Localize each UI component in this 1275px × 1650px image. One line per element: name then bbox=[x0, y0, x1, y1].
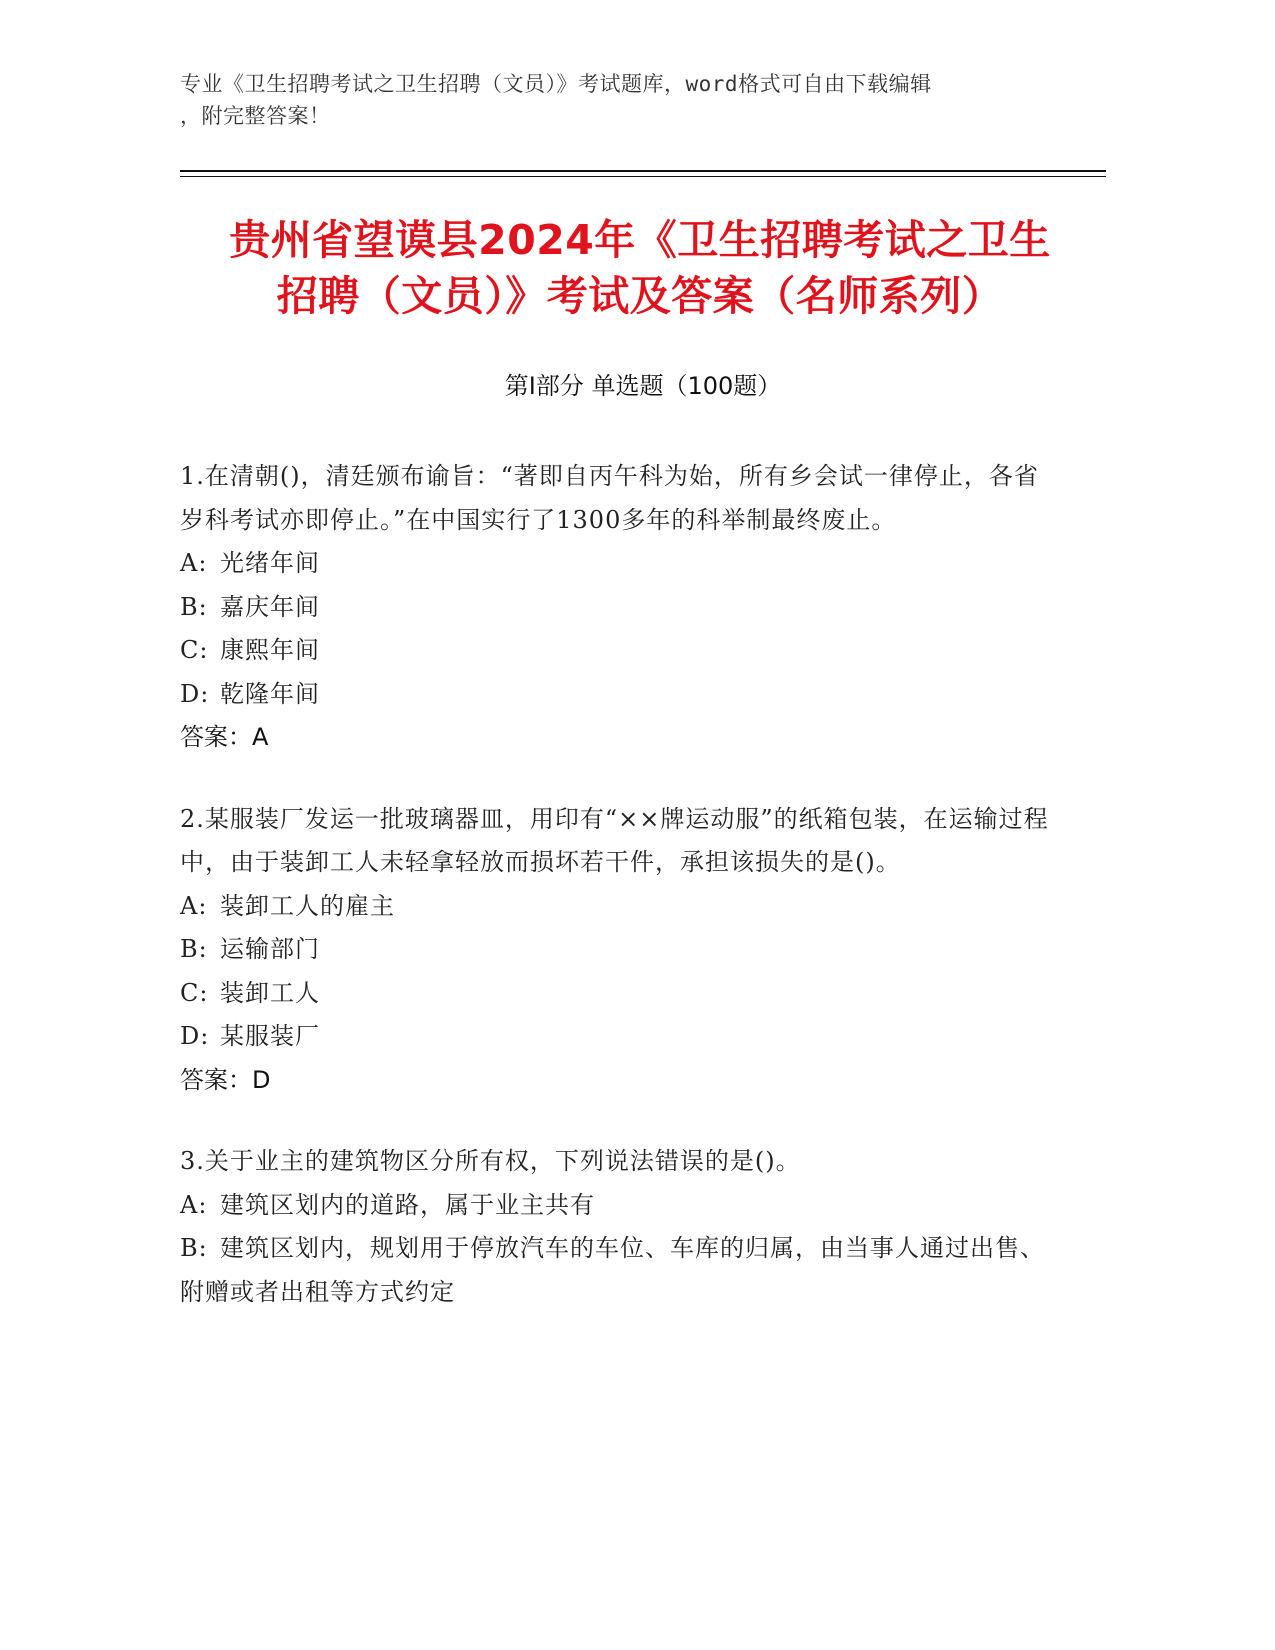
header-note bbox=[180, 68, 1040, 132]
option-letter: A: bbox=[180, 891, 208, 920]
option-letter: D: bbox=[180, 679, 210, 708]
option-b bbox=[180, 928, 1050, 972]
option-d bbox=[180, 1015, 1050, 1059]
header-note-line1: 专业《卫生招聘考试之卫生招聘（文员）》考试题库，word格式可自由下载编辑 bbox=[180, 72, 932, 96]
option-letter: C: bbox=[180, 978, 209, 1007]
option-c bbox=[180, 972, 1050, 1016]
question-stem: 3.关于业主的建筑物区分所有权，下列说法错误的是()。 bbox=[180, 1147, 801, 1175]
option-text: 某服装厂 bbox=[220, 1022, 320, 1050]
question-3 bbox=[180, 1140, 1050, 1314]
option-text: 运输部门 bbox=[220, 935, 320, 963]
option-letter: B: bbox=[180, 935, 208, 963]
document-title bbox=[150, 212, 1130, 324]
option-letter: A: bbox=[180, 549, 208, 577]
option-letter: B: bbox=[180, 592, 208, 621]
option-text: 康熙年间 bbox=[220, 636, 320, 664]
option-letter: C: bbox=[180, 636, 209, 664]
option-letter: D: bbox=[180, 1022, 210, 1050]
option-letter: B: bbox=[180, 1234, 208, 1262]
option-text: 装卸工人的雇主 bbox=[220, 891, 395, 920]
option-a bbox=[180, 1184, 1050, 1228]
document-title-line1: 贵州省望谟县2024年《卫生招聘考试之卫生 bbox=[229, 216, 1051, 264]
option-text: 建筑区划内，规划用于停放汽车的车位、车库的归属，由当事人通过出售、附赠或者出租等方式约定 bbox=[180, 1234, 1045, 1306]
question-stem: 2.某服装厂发运一批玻璃器皿，用印有“××牌运动服”的纸箱包装，在运输过程中，由于装卸工人未轻拿轻放而损坏若干件，承担该损失的是()。 bbox=[180, 804, 1049, 876]
option-text: 装卸工人 bbox=[220, 978, 320, 1007]
option-c bbox=[180, 629, 1050, 673]
question-1 bbox=[180, 455, 1050, 760]
option-b bbox=[180, 1227, 1050, 1314]
option-a bbox=[180, 542, 1050, 586]
option-text: 光绪年间 bbox=[220, 549, 320, 577]
option-b bbox=[180, 586, 1050, 630]
option-d bbox=[180, 673, 1050, 717]
answer-label: 答案：A bbox=[180, 723, 269, 751]
question-2 bbox=[180, 798, 1050, 1103]
option-letter: A: bbox=[180, 1190, 208, 1219]
option-text: 乾隆年间 bbox=[220, 679, 320, 708]
answer-label: 答案：D bbox=[180, 1065, 271, 1094]
option-a bbox=[180, 885, 1050, 929]
header-divider-thick bbox=[180, 170, 1106, 172]
question-stem: 1.在清朝()，清廷颁布谕旨：“著即自丙午科为始，所有乡会试一律停止，各省岁科考试亦即停止。”在中国实行了1300多年的科举制最终废止。 bbox=[180, 462, 1039, 534]
option-text: 建筑区划内的道路，属于业主共有 bbox=[220, 1190, 595, 1219]
option-text: 嘉庆年间 bbox=[220, 592, 320, 621]
header-note-line2: ，附完整答案！ bbox=[180, 104, 331, 128]
document-title-line2: 招聘（文员）》考试及答案（名师系列） bbox=[276, 272, 1004, 320]
question-list bbox=[180, 455, 1050, 1352]
section-title: 第Ⅰ部分 单选题（100题） bbox=[504, 372, 782, 400]
header-divider-thin bbox=[180, 176, 1106, 177]
